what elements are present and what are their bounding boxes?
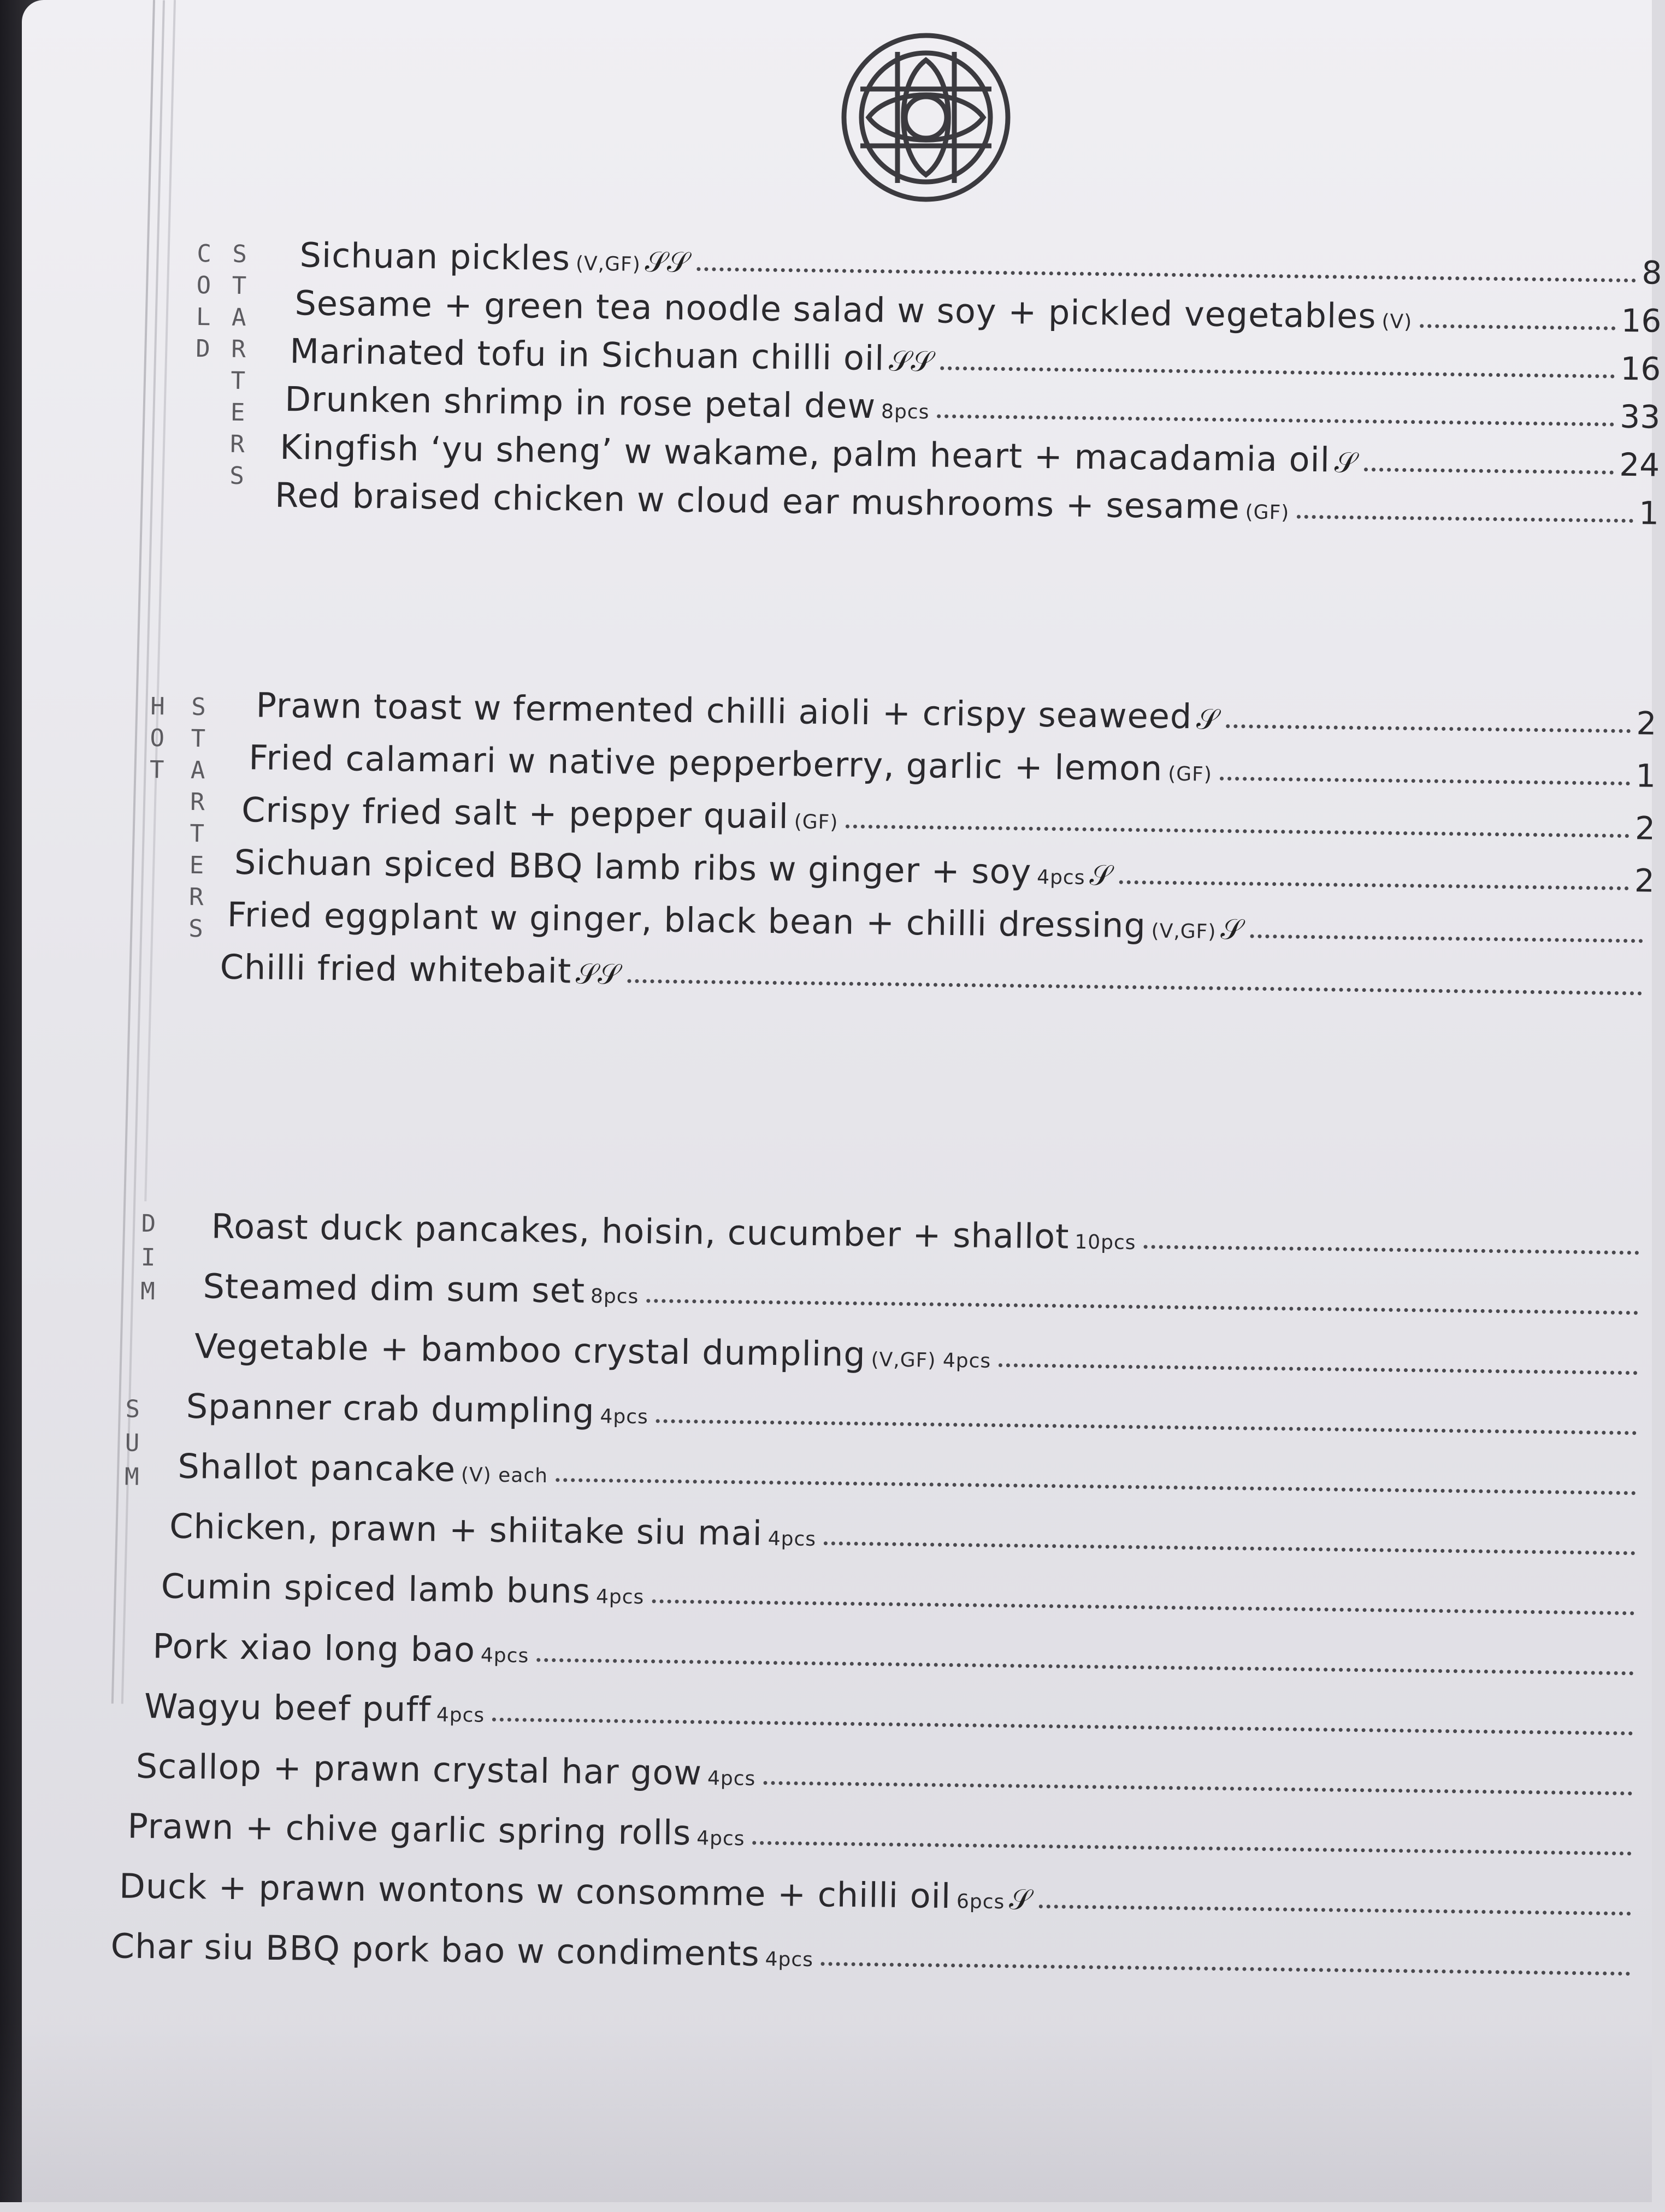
menu-item-note: 8pcs bbox=[881, 400, 930, 423]
menu-item bbox=[241, 786, 1656, 847]
menu-item-name: Spanner crab dumpling bbox=[186, 1386, 595, 1431]
menu-item bbox=[110, 1922, 1642, 1984]
menu-item-name: Crispy fried salt + pepper quail bbox=[241, 790, 789, 836]
dot-leader bbox=[1119, 880, 1629, 890]
menu-item-note: (GF) bbox=[1245, 501, 1289, 524]
dot-leader bbox=[556, 1478, 1636, 1495]
section-label-letter: R bbox=[190, 786, 205, 818]
menu-item-name: Fried calamari w native pepperberry, garlic + lemon bbox=[249, 737, 1163, 788]
menu-item bbox=[127, 1802, 1643, 1865]
section-label-letter: A bbox=[191, 755, 205, 786]
menu-item-name: Char siu BBQ pork bao w condiments bbox=[110, 1926, 760, 1974]
chilli-icon: 𝒮𝒮 bbox=[889, 345, 933, 378]
menu-item bbox=[186, 1382, 1648, 1444]
menu-item-note: 4pcs bbox=[600, 1405, 648, 1428]
dot-leader bbox=[752, 1841, 1632, 1856]
menu-item-note: (GF) bbox=[1168, 763, 1212, 786]
menu-item-name: Chicken, prawn + shiitake siu mai bbox=[169, 1506, 763, 1553]
chilli-icon: 𝒮 bbox=[1089, 859, 1112, 892]
menu-item bbox=[161, 1562, 1646, 1624]
menu-item-note: 6pcs bbox=[957, 1890, 1005, 1913]
menu-item-note: 10pcs bbox=[1074, 1231, 1136, 1254]
menu-item bbox=[135, 1742, 1644, 1805]
menu-item-note: 4pcs bbox=[707, 1767, 756, 1790]
section-label-letter: T bbox=[150, 754, 164, 786]
dot-leader bbox=[646, 1299, 1638, 1315]
menu-item-name: Cumin spiced lamb buns bbox=[161, 1566, 591, 1611]
menu-item bbox=[144, 1682, 1645, 1744]
menu-item-price: 2 bbox=[1635, 809, 1656, 847]
menu-item-name: Shallot pancake bbox=[178, 1446, 456, 1489]
section-label-letter: E bbox=[189, 850, 204, 882]
menu-item-note: 4pcs bbox=[767, 1528, 816, 1551]
menu-item-note: 4pcs bbox=[436, 1704, 485, 1727]
menu-item bbox=[256, 681, 1657, 742]
menu-item-note: (V,GF) 4pcs bbox=[871, 1349, 991, 1373]
menu-item-name: Scallop + prawn crystal har gow bbox=[135, 1746, 702, 1793]
section-label-letter: S bbox=[229, 460, 244, 492]
section-label-letter: O bbox=[196, 270, 211, 301]
section-label-letter: T bbox=[190, 818, 204, 850]
menu-item bbox=[227, 891, 1654, 952]
page-shadow bbox=[0, 2021, 1652, 2202]
menu-item-note: (V) bbox=[1381, 310, 1412, 333]
menu-item-name: Steamed dim sum set bbox=[203, 1266, 585, 1311]
section-label-letter: S bbox=[188, 913, 203, 945]
chilli-icon: 𝒮 bbox=[1335, 446, 1357, 480]
dot-leader bbox=[1250, 935, 1643, 943]
menu-item-note: 8pcs bbox=[591, 1285, 639, 1308]
menu-item-note: 4pcs bbox=[596, 1586, 645, 1608]
menu-item-name: Sesame + green tea noodle salad w soy + pickled vegetables bbox=[294, 283, 1377, 336]
section-label-letter: D bbox=[196, 333, 210, 365]
dot-leader bbox=[824, 1541, 1636, 1555]
menu-item bbox=[194, 1322, 1649, 1384]
menu-item-name: Sichuan spiced BBQ lamb ribs w ginger + soy bbox=[234, 842, 1032, 892]
menu-item-note: (V) each bbox=[461, 1464, 548, 1487]
section-label-letter: T bbox=[232, 270, 246, 302]
menu-item-price: 1 bbox=[1639, 494, 1660, 531]
section-label-letter: S bbox=[232, 239, 247, 270]
section-label-letter: U bbox=[125, 1427, 139, 1460]
menu-item-name: Prawn + chive garlic spring rolls bbox=[127, 1806, 692, 1853]
menu-item bbox=[220, 943, 1654, 1004]
menu-item-name: Marinated tofu in Sichuan chilli oil bbox=[290, 331, 885, 378]
dot-leader bbox=[821, 1962, 1631, 1976]
menu-item-name: Duck + prawn wontons w consomme + chilli oil bbox=[119, 1866, 952, 1916]
menu-item-name: Fried eggplant w ginger, black bean + chilli dressing bbox=[227, 895, 1146, 946]
dot-leader bbox=[696, 267, 1636, 282]
menu-item-price: 33 bbox=[1620, 398, 1661, 436]
menu-item-price: 1 bbox=[1636, 757, 1656, 794]
dot-leader bbox=[1297, 515, 1633, 523]
section-label-letter: A bbox=[232, 302, 246, 334]
dot-leader bbox=[1143, 1245, 1639, 1255]
section-label-starters bbox=[223, 239, 253, 493]
menu-item-name: Wagyu beef puff bbox=[144, 1686, 432, 1729]
section-label-letter: O bbox=[150, 723, 164, 754]
section-label-cold bbox=[189, 238, 218, 365]
menu-item-name: Pork xiao long bao bbox=[152, 1626, 475, 1670]
menu-item-name: Prawn toast w fermented chilli aioli + crispy seaweed bbox=[256, 685, 1192, 736]
dot-leader bbox=[937, 415, 1614, 427]
menu-item-price: 8 bbox=[1642, 254, 1662, 291]
chilli-icon: 𝒮𝒮 bbox=[645, 246, 689, 280]
dot-leader bbox=[492, 1718, 1633, 1736]
section-label-letter: M bbox=[125, 1460, 139, 1494]
menu-item bbox=[169, 1503, 1647, 1564]
menu-item-name: Sichuan pickles bbox=[299, 235, 570, 278]
menu-item bbox=[234, 838, 1655, 900]
menu-item-note: 4pcs bbox=[696, 1827, 745, 1850]
menu-item-note: (V,GF) bbox=[1151, 920, 1216, 943]
section-label-dim bbox=[134, 1207, 162, 1309]
dot-leader bbox=[627, 979, 1642, 996]
section-label-letter: I bbox=[141, 1241, 156, 1275]
menu-item-price: 2 bbox=[1636, 705, 1657, 742]
dot-leader bbox=[1420, 324, 1615, 330]
dot-leader bbox=[536, 1658, 1634, 1676]
section-label-hot bbox=[143, 691, 172, 786]
chilli-icon: 𝒮 bbox=[1009, 1883, 1031, 1917]
dot-leader bbox=[656, 1419, 1637, 1435]
menu-item-name: Chilli fried whitebait bbox=[220, 947, 571, 991]
section-label-letter: T bbox=[231, 365, 245, 397]
menu-item-name: Kingfish ‘yu sheng’ w wakame, palm heart + macadamia oil bbox=[280, 427, 1331, 480]
section-label-letter: S bbox=[125, 1393, 140, 1427]
menu-item-name: Red braised chicken w cloud ear mushrooms + sesame bbox=[275, 475, 1240, 527]
menu-item bbox=[178, 1442, 1648, 1504]
menu-item bbox=[203, 1262, 1650, 1323]
dot-leader bbox=[1226, 724, 1631, 733]
chilli-icon: 𝒮𝒮 bbox=[576, 958, 620, 992]
menu-item-note: 4pcs bbox=[481, 1645, 529, 1667]
chilli-icon: 𝒮 bbox=[1196, 703, 1219, 736]
dot-leader bbox=[1364, 468, 1614, 475]
chilli-icon: 𝒮 bbox=[1220, 913, 1243, 947]
section-label-letter: R bbox=[189, 882, 204, 913]
menu-item-name: Roast duck pancakes, hoisin, cucumber + shallot bbox=[211, 1206, 1069, 1256]
menu-item bbox=[249, 734, 1656, 794]
section-label-letter: R bbox=[230, 429, 245, 460]
section-label-letter: C bbox=[197, 238, 211, 270]
section-label-letter: D bbox=[141, 1207, 156, 1241]
menu-item-note: (V,GF) bbox=[576, 252, 641, 275]
section-label-letter: S bbox=[191, 691, 206, 723]
section-label-sum bbox=[118, 1392, 146, 1494]
dot-leader bbox=[1038, 1905, 1631, 1915]
dot-leader bbox=[941, 366, 1615, 378]
section-label-letter: T bbox=[191, 723, 205, 755]
section-label-starters bbox=[182, 691, 212, 945]
dot-leader bbox=[763, 1781, 1632, 1795]
section-label-letter: M bbox=[140, 1275, 155, 1309]
menu-item-name: Drunken shrimp in rose petal dew bbox=[285, 379, 876, 426]
section-label-letter: L bbox=[196, 301, 211, 333]
menu-item-note: 4pcs bbox=[1037, 866, 1085, 889]
section-label-letter: E bbox=[231, 397, 245, 429]
menu-item-price: 2 bbox=[1634, 862, 1655, 899]
menu-item-name: Vegetable + bamboo crystal dumpling bbox=[194, 1326, 866, 1374]
menu-item bbox=[119, 1862, 1643, 1924]
dot-leader bbox=[846, 825, 1629, 838]
menu-item bbox=[152, 1622, 1645, 1684]
menu-item bbox=[211, 1202, 1650, 1263]
dot-leader bbox=[1220, 777, 1630, 785]
menu-item-note: 4pcs bbox=[765, 1948, 813, 1971]
menu-item-price: 16 bbox=[1621, 302, 1662, 340]
section-label-letter: R bbox=[231, 334, 246, 365]
menu-item-price: 16 bbox=[1620, 350, 1661, 388]
dot-leader bbox=[999, 1363, 1638, 1375]
menu-item-note: (GF) bbox=[794, 811, 838, 833]
dot-leader bbox=[652, 1599, 1634, 1615]
section-label-letter: H bbox=[150, 691, 165, 723]
menu-item-price: 24 bbox=[1619, 446, 1660, 484]
